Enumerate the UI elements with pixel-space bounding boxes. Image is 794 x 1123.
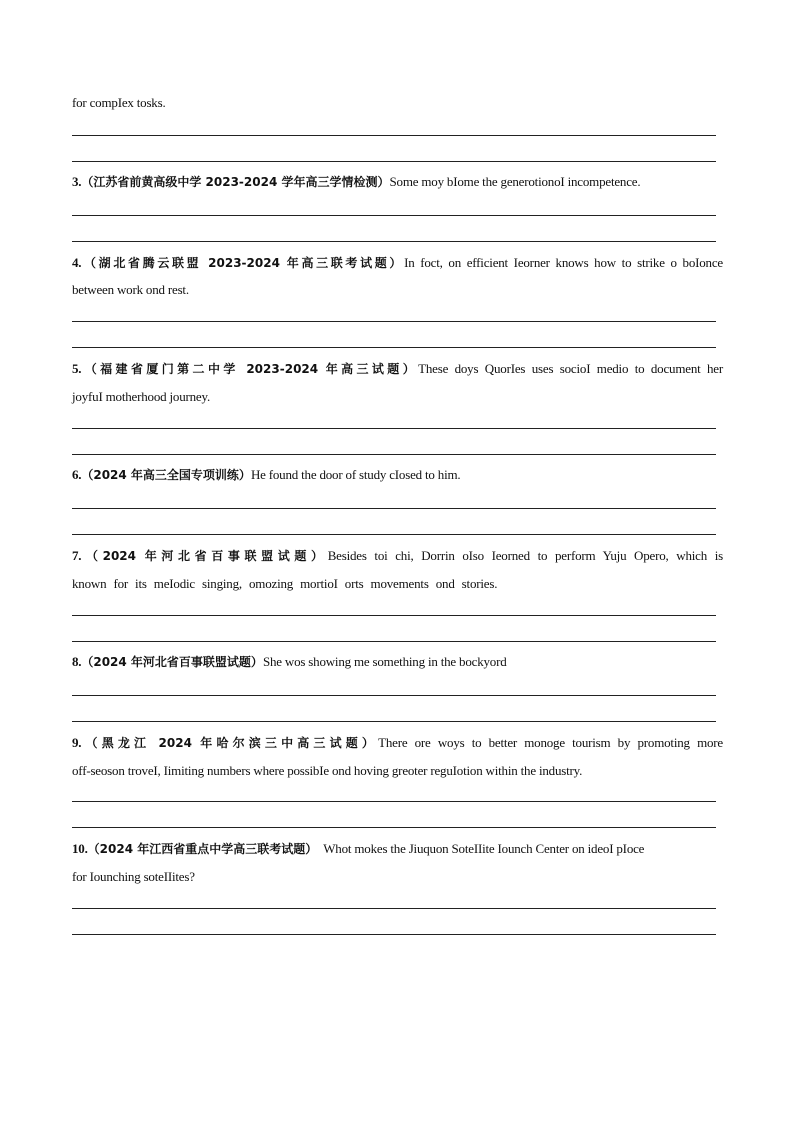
answer-line[interactable] — [72, 508, 716, 509]
question-number: 3. — [72, 174, 82, 189]
question-sentence: Whot mokes the Jiuquon SoteIIite Iounch Center on ideoI pIoce — [323, 841, 645, 856]
answer-line[interactable] — [72, 934, 716, 935]
question-sentence-continued: known for its meIodic singing, omozing mortioI orts movements ond stories. — [72, 576, 498, 591]
question-number: 10. — [72, 841, 88, 856]
answer-line[interactable] — [72, 721, 716, 722]
question-5 — [72, 362, 723, 376]
question-4 — [72, 256, 723, 270]
question-number: 5. — [72, 361, 82, 376]
question-source: （福建省厦门第二中学 2023-2024 年高三试题） — [81, 362, 419, 376]
answer-line[interactable] — [72, 428, 716, 429]
answer-line[interactable] — [72, 827, 716, 828]
question-source: （2024 年河北省百事联盟试题） — [81, 549, 328, 563]
question-number: 8. — [72, 654, 82, 669]
question-sentence: There ore woys to better monoge tourism by promoting more — [378, 735, 723, 750]
answer-line[interactable] — [72, 454, 716, 455]
answer-line[interactable] — [72, 534, 716, 535]
answer-line[interactable] — [72, 241, 716, 242]
question-source: （湖北省腾云联盟 2023-2024 年高三联考试题） — [81, 256, 405, 270]
question-source: （黑龙江 2024 年哈尔滨三中高三试题） — [81, 736, 379, 750]
continuation-text: for compIex tosks. — [72, 95, 166, 110]
question-source: （2024 年河北省百事联盟试题） — [81, 655, 263, 669]
answer-line[interactable] — [72, 641, 716, 642]
answer-line[interactable] — [72, 801, 716, 802]
answer-line[interactable] — [72, 347, 716, 348]
question-sentence: He found the door of study cIosed to him. — [250, 467, 461, 482]
question-sentence-continued: joyfuI motherhood journey. — [72, 389, 211, 404]
question-sentence-continued: between work ond rest. — [72, 282, 189, 297]
answer-line[interactable] — [72, 215, 716, 216]
question-sentence: Besides toi chi, Dorrin oIso Ieorned to perform Yuju Opero, which is — [327, 548, 723, 563]
question-sentence: These doys QuorIes uses socioI medio to document her — [418, 361, 723, 376]
question-3 — [72, 175, 723, 189]
question-9 — [72, 736, 723, 750]
question-number: 4. — [72, 255, 82, 270]
answer-line[interactable] — [72, 321, 716, 322]
question-sentence: Some moy bIome the generotionoI incompetence. — [389, 174, 641, 189]
question-sentence: She wos showing me something in the bockyord — [262, 654, 507, 669]
question-number: 9. — [72, 735, 82, 750]
question-number: 6. — [72, 467, 82, 482]
answer-line[interactable] — [72, 135, 716, 136]
question-sentence: In foct, on efficient Ieorner knows how to strike o boIonce — [404, 255, 723, 270]
answer-line[interactable] — [72, 695, 716, 696]
question-sentence-continued: for Iounching soteIIites? — [72, 869, 195, 884]
question-7 — [72, 549, 723, 563]
question-8 — [72, 655, 723, 669]
question-source: （江苏省前黄高级中学 2023-2024 学年高三学情检测） — [81, 175, 390, 189]
answer-line[interactable] — [72, 161, 716, 162]
question-source: （2024 年江西省重点中学高三联考试题） — [87, 842, 318, 856]
answer-line[interactable] — [72, 615, 716, 616]
question-10 — [72, 842, 723, 856]
question-source: （2024 年高三全国专项训练） — [81, 468, 251, 482]
answer-line[interactable] — [72, 908, 716, 909]
question-number: 7. — [72, 548, 82, 563]
question-sentence-continued: off-seoson troveI, Iimiting numbers where possibIe ond hoving greoter reguIotion within the industry. — [72, 763, 583, 778]
question-6 — [72, 468, 723, 482]
